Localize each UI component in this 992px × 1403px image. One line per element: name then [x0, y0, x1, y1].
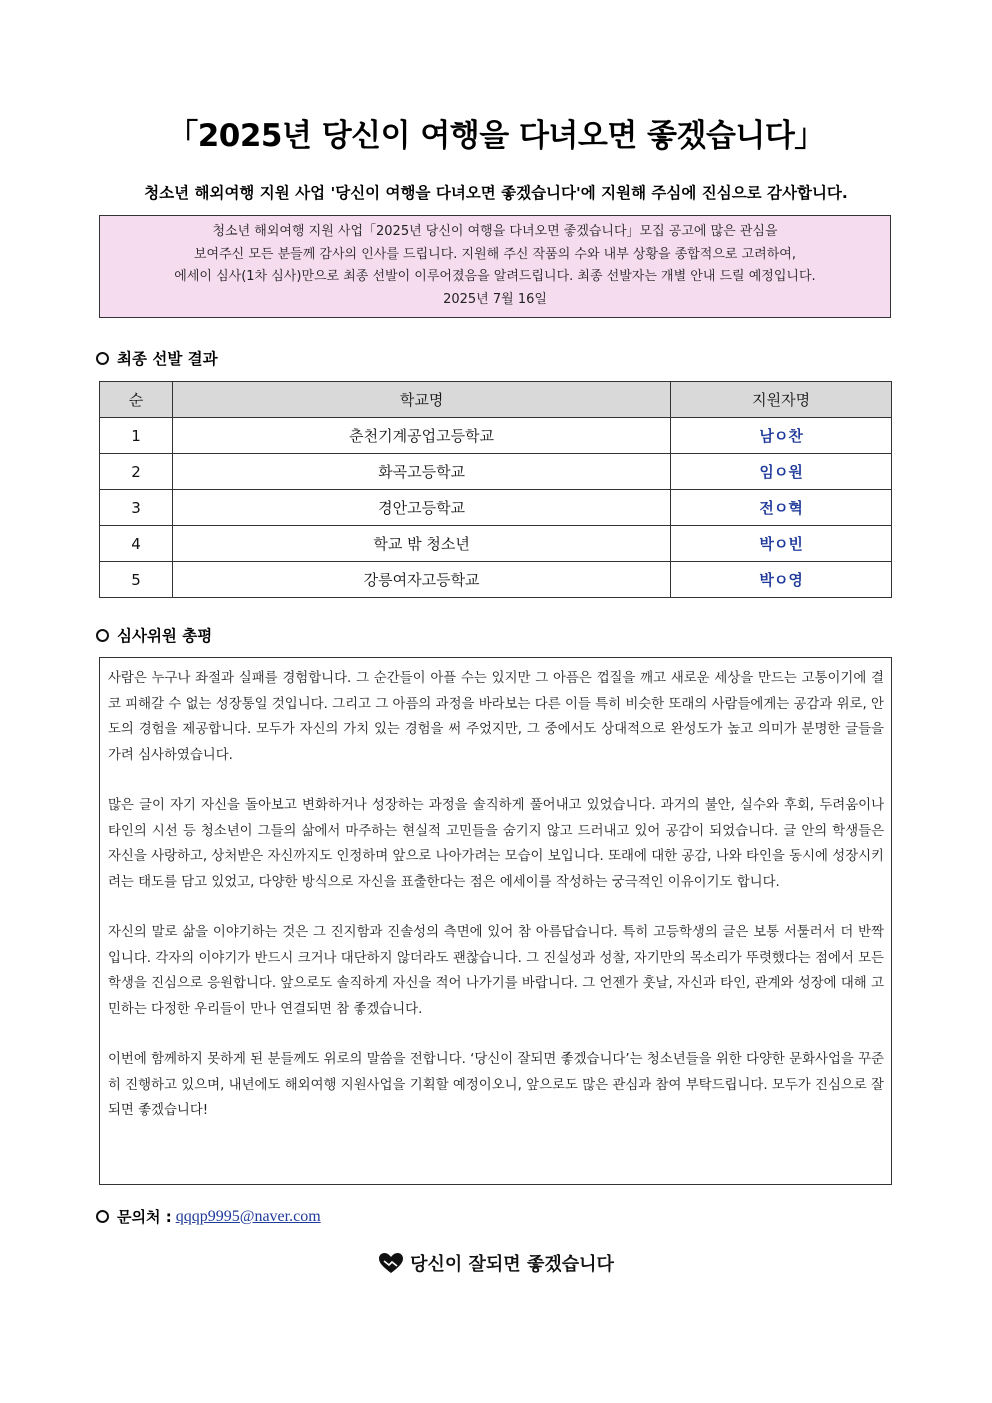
school-name: 강릉여자고등학교: [172, 562, 670, 598]
review-paragraph: 많은 글이 자기 자신을 돌아보고 변화하거나 성장하는 과정을 솔직하게 풀어내고 있었습니다. 과거의 불안, 실수와 후회, 두려움이나 타인의 시선 등 청소년이 그들의 삶에서 마주하는 현실적 고민들을 숨기지 않고 드러내고 있어 공감이 되었습니다. 글 안의 학생들은 자신을 사랑하고, 상처받은 자신까지도 인정하며 앞으로 나아가려는 모습이 보입니다. 또래에 대한 공감, 나와 타인을 동시에 성장시키려는 태도를 담고 있었고, 다양한 방식으로 자신을 표출한다는 점은 에세이를 작성하는 궁극적인 이유이기도 합니다.: [108, 798, 884, 890]
applicant-name: 박ㅇ빈: [671, 526, 892, 562]
notice-line: 청소년 해외여행 지원 사업「2025년 당신이 여행을 다녀오면 좋겠습니다」모집 공고에 많은 관심을: [212, 224, 778, 239]
results-section-heading: [96, 347, 218, 369]
row-number: 2: [100, 454, 173, 490]
circle-bullet-icon: [96, 352, 109, 365]
circle-bullet-icon: [96, 1210, 109, 1223]
applicant-name: 박ㅇ영: [671, 562, 892, 598]
table-row: [100, 418, 892, 454]
notice-box: [99, 215, 891, 318]
heart-hands-icon: [378, 1252, 404, 1274]
applicant-name: 임ㅇ원: [671, 454, 892, 490]
column-header-school: 학교명: [172, 382, 670, 418]
review-paragraph: 사람은 누구나 좌절과 실패를 경험합니다. 그 순간들이 아플 수는 있지만 그 아픔은 껍질을 깨고 새로운 세상을 만드는 고통이기에 결코 피해갈 수 없는 성장통일 것입니다. 그리고 그 아픔의 과정을 바라보는 다른 이들 특히 비슷한 또래의 사람들에게는 공감과 위로, 안도의 경험을 제공합니다. 모두가 자신의 가치 있는 경험을 써 주었지만, 그 중에서도 상대적으로 완성도가 높고 의미가 분명한 글들을 가려 심사하였습니다.: [108, 671, 884, 763]
notice-line: 에세이 심사(1차 심사)만으로 최종 선발이 이루어졌음을 알려드립니다. 최종 선발자는 개별 안내 드릴 예정입니다.: [174, 269, 816, 284]
table-header-row: [100, 382, 892, 418]
table-row: [100, 490, 892, 526]
school-name: 춘천기계공업고등학교: [172, 418, 670, 454]
table-row: [100, 526, 892, 562]
applicant-name: 남ㅇ찬: [671, 418, 892, 454]
column-header-no: 순: [100, 382, 173, 418]
results-heading-text: 최종 선발 결과: [117, 350, 218, 368]
footer-logo: [0, 1250, 992, 1276]
column-header-applicant: 지원자명: [671, 382, 892, 418]
contact-label: 문의처 :: [117, 1208, 172, 1226]
circle-bullet-icon: [96, 629, 109, 642]
review-box: [99, 657, 892, 1185]
results-table: [99, 381, 892, 598]
footer-logo-text: 당신이 잘되면 좋겠습니다: [410, 1254, 614, 1275]
row-number: 5: [100, 562, 173, 598]
school-name: 화곡고등학교: [172, 454, 670, 490]
table-row: [100, 562, 892, 598]
notice-line: 보여주신 모든 분들께 감사의 인사를 드립니다. 지원해 주신 작품의 수와 내부 상황을 종합적으로 고려하여,: [194, 246, 796, 262]
page-subtitle: 청소년 해외여행 지원 사업 '당신이 여행을 다녀오면 좋겠습니다'에 지원해 주심에 진심으로 감사합니다.: [144, 184, 848, 202]
contact-email-link[interactable]: qqqp9995@naver.com: [175, 1207, 321, 1225]
table-row: [100, 454, 892, 490]
row-number: 4: [100, 526, 173, 562]
applicant-name: 전ㅇ혁: [671, 490, 892, 526]
row-number: 1: [100, 418, 173, 454]
contact-line: [96, 1206, 321, 1227]
review-heading-text: 심사위원 총평: [117, 627, 213, 645]
review-paragraph: 자신의 말로 삶을 이야기하는 것은 그 진지함과 진솔성의 측면에 있어 참 아름답습니다. 특히 고등학생의 글은 보통 서툴러서 더 반짝입니다. 각자의 이야기가 반드시 크거나 대단하지 않더라도 괜찮습니다. 그 진실성과 성찰, 자기만의 목소리가 뚜렷했다는 점에서 모든 학생을 진심으로 응원합니다. 앞으로도 솔직하게 자신을 적어 나가기를 바랍니다. 그 언젠가 훗날, 자신과 타인, 관계와 성장에 대해 고민하는 다정한 우리들이 만나 연결되면 참 좋겠습니다.: [108, 925, 884, 1017]
page-title: 「2025년 당신이 여행을 다녀오면 좋겠습니다」: [167, 118, 825, 154]
row-number: 3: [100, 490, 173, 526]
school-name: 학교 밖 청소년: [172, 526, 670, 562]
review-paragraph: 이번에 함께하지 못하게 된 분들께도 위로의 말씀을 전합니다. ‘당신이 잘되면 좋겠습니다’는 청소년들을 위한 다양한 문화사업을 꾸준히 진행하고 있으며, 내년에도 해외여행 지원사업을 기획할 예정이오니, 앞으로도 많은 관심과 참여 부탁드립니다. 모두가 진심으로 잘 되면 좋겠습니다!: [108, 1052, 884, 1118]
review-section-heading: [96, 624, 212, 646]
notice-date: 2025년 7월 16일: [443, 291, 547, 307]
school-name: 경안고등학교: [172, 490, 670, 526]
